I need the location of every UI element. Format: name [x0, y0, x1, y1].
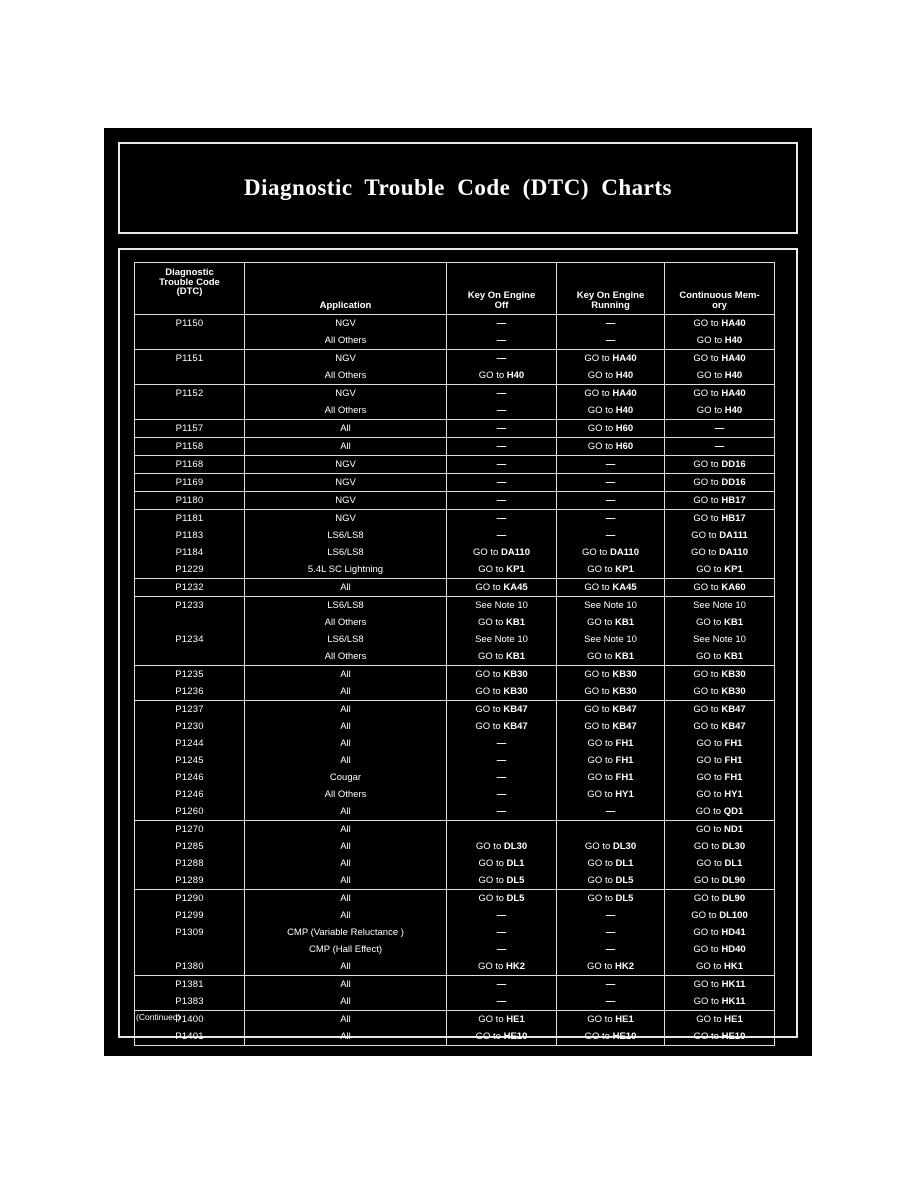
- cell-continuous-memory: GO to DL1: [665, 855, 775, 872]
- cell-key-on-engine-off: GO to KP1: [447, 561, 557, 579]
- cell-dtc: [135, 402, 245, 420]
- cell-key-on-engine-running: GO to KB30: [557, 666, 665, 684]
- cell-continuous-memory: GO to DL90: [665, 890, 775, 908]
- cell-application: 5.4L SC Lightning: [245, 561, 447, 579]
- cell-key-on-engine-off: —: [447, 769, 557, 786]
- cell-continuous-memory: GO to DA110: [665, 544, 775, 561]
- cell-key-on-engine-off: GO to KB1: [447, 614, 557, 631]
- cell-application: LS6/LS8: [245, 631, 447, 648]
- column-header-cm-line2: ory: [712, 299, 727, 311]
- cell-application: All: [245, 420, 447, 438]
- table-row: [135, 385, 775, 403]
- cell-key-on-engine-off: [447, 821, 557, 839]
- cell-dtc: P1246: [135, 786, 245, 803]
- cell-continuous-memory: GO to HE1: [665, 1011, 775, 1029]
- cell-key-on-engine-running: GO to KP1: [557, 561, 665, 579]
- cell-dtc: P1289: [135, 872, 245, 890]
- cell-continuous-memory: GO to DD16: [665, 474, 775, 492]
- table-row: [135, 402, 775, 420]
- cell-application: LS6/LS8: [245, 544, 447, 561]
- cell-dtc: P1181: [135, 510, 245, 528]
- document-page-panel: [104, 128, 812, 1056]
- table-header: [135, 263, 775, 315]
- cell-key-on-engine-off: —: [447, 527, 557, 544]
- cell-continuous-memory: GO to H40: [665, 332, 775, 350]
- cell-key-on-engine-running: GO to KB47: [557, 701, 665, 719]
- cell-key-on-engine-off: —: [447, 402, 557, 420]
- cell-key-on-engine-running: GO to HY1: [557, 786, 665, 803]
- cell-dtc: P1150: [135, 315, 245, 333]
- cell-dtc: P1234: [135, 631, 245, 648]
- cell-application: All: [245, 666, 447, 684]
- table-row: [135, 579, 775, 597]
- cell-key-on-engine-off: —: [447, 332, 557, 350]
- table-row: [135, 821, 775, 839]
- cell-dtc: P1244: [135, 735, 245, 752]
- cell-key-on-engine-off: GO to HE10: [447, 1028, 557, 1046]
- cell-application: All: [245, 821, 447, 839]
- cell-dtc: P1236: [135, 683, 245, 701]
- cell-application: All: [245, 855, 447, 872]
- cell-dtc: P1400: [135, 1011, 245, 1029]
- cell-application: All Others: [245, 786, 447, 803]
- cell-dtc: P1299: [135, 907, 245, 924]
- table-row: [135, 786, 775, 803]
- cell-continuous-memory: GO to DL90: [665, 872, 775, 890]
- cell-dtc: [135, 332, 245, 350]
- table-row: [135, 456, 775, 474]
- table-row: [135, 492, 775, 510]
- cell-application: NGV: [245, 474, 447, 492]
- cell-key-on-engine-running: GO to HK2: [557, 958, 665, 976]
- cell-application: All Others: [245, 614, 447, 631]
- column-header-dtc: [135, 263, 245, 315]
- cell-dtc: P1246: [135, 769, 245, 786]
- cell-continuous-memory: GO to H40: [665, 367, 775, 385]
- cell-key-on-engine-running: —: [557, 315, 665, 333]
- cell-key-on-engine-running: See Note 10: [557, 631, 665, 648]
- cell-key-on-engine-running: —: [557, 492, 665, 510]
- cell-key-on-engine-running: GO to DL5: [557, 890, 665, 908]
- cell-continuous-memory: GO to HK1: [665, 958, 775, 976]
- cell-dtc: P1383: [135, 993, 245, 1011]
- cell-continuous-memory: GO to DA111: [665, 527, 775, 544]
- cell-dtc: P1180: [135, 492, 245, 510]
- cell-key-on-engine-off: —: [447, 385, 557, 403]
- cell-dtc: [135, 367, 245, 385]
- cell-application: NGV: [245, 315, 447, 333]
- cell-key-on-engine-running: GO to KB30: [557, 683, 665, 701]
- cell-key-on-engine-running: —: [557, 941, 665, 958]
- cell-key-on-engine-running: GO to KB47: [557, 718, 665, 735]
- cell-key-on-engine-off: —: [447, 420, 557, 438]
- table-row: [135, 510, 775, 528]
- table-row: [135, 941, 775, 958]
- cell-application: All Others: [245, 332, 447, 350]
- cell-key-on-engine-running: GO to KB1: [557, 648, 665, 666]
- table-row: [135, 597, 775, 615]
- cell-key-on-engine-off: —: [447, 941, 557, 958]
- cell-dtc: P1288: [135, 855, 245, 872]
- cell-continuous-memory: GO to HB17: [665, 510, 775, 528]
- cell-application: All: [245, 976, 447, 994]
- table-row: [135, 838, 775, 855]
- table-row: [135, 718, 775, 735]
- cell-key-on-engine-off: GO to DL5: [447, 872, 557, 890]
- table-row: [135, 872, 775, 890]
- table-row: [135, 561, 775, 579]
- cell-continuous-memory: See Note 10: [665, 631, 775, 648]
- cell-application: NGV: [245, 510, 447, 528]
- cell-key-on-engine-off: GO to KB30: [447, 666, 557, 684]
- cell-dtc: P1152: [135, 385, 245, 403]
- column-header-key-on-engine-off: [447, 263, 557, 315]
- cell-key-on-engine-off: —: [447, 907, 557, 924]
- cell-continuous-memory: GO to DL30: [665, 838, 775, 855]
- cell-key-on-engine-off: GO to DA110: [447, 544, 557, 561]
- table-row: [135, 544, 775, 561]
- cell-dtc: [135, 941, 245, 958]
- cell-dtc: P1229: [135, 561, 245, 579]
- column-header-koeo-line1: Key On Engine: [467, 290, 536, 301]
- cell-continuous-memory: GO to ND1: [665, 821, 775, 839]
- cell-key-on-engine-off: GO to KB47: [447, 701, 557, 719]
- cell-dtc: P1235: [135, 666, 245, 684]
- table-row: [135, 332, 775, 350]
- cell-dtc: P1233: [135, 597, 245, 615]
- cell-key-on-engine-running: —: [557, 332, 665, 350]
- cell-key-on-engine-running: GO to H60: [557, 438, 665, 456]
- table-row: [135, 803, 775, 821]
- cell-key-on-engine-off: —: [447, 735, 557, 752]
- cell-key-on-engine-off: GO to DL30: [447, 838, 557, 855]
- cell-key-on-engine-running: —: [557, 474, 665, 492]
- cell-key-on-engine-off: GO to DL1: [447, 855, 557, 872]
- cell-key-on-engine-running: GO to HA40: [557, 350, 665, 368]
- title-box: [118, 142, 798, 234]
- cell-key-on-engine-off: GO to HE1: [447, 1011, 557, 1029]
- cell-key-on-engine-off: —: [447, 510, 557, 528]
- cell-continuous-memory: GO to FH1: [665, 752, 775, 769]
- cell-application: All: [245, 890, 447, 908]
- cell-key-on-engine-running: GO to H40: [557, 367, 665, 385]
- table-row: [135, 683, 775, 701]
- cell-dtc: P1245: [135, 752, 245, 769]
- cell-application: All: [245, 907, 447, 924]
- cell-continuous-memory: GO to QD1: [665, 803, 775, 821]
- table-row: [135, 527, 775, 544]
- cell-application: CMP (Hall Effect): [245, 941, 447, 958]
- cell-application: All: [245, 872, 447, 890]
- cell-dtc: P1168: [135, 456, 245, 474]
- cell-application: All Others: [245, 648, 447, 666]
- cell-application: NGV: [245, 492, 447, 510]
- cell-continuous-memory: GO to KB1: [665, 614, 775, 631]
- cell-application: All: [245, 1011, 447, 1029]
- cell-application: All: [245, 701, 447, 719]
- cell-application: All: [245, 993, 447, 1011]
- cell-key-on-engine-off: —: [447, 993, 557, 1011]
- cell-dtc: P1290: [135, 890, 245, 908]
- cell-continuous-memory: GO to DL100: [665, 907, 775, 924]
- cell-key-on-engine-running: GO to H60: [557, 420, 665, 438]
- cell-application: All: [245, 838, 447, 855]
- cell-key-on-engine-off: GO to KB30: [447, 683, 557, 701]
- cell-key-on-engine-running: GO to DL1: [557, 855, 665, 872]
- cell-key-on-engine-off: —: [447, 456, 557, 474]
- column-header-application-line1: Application: [319, 299, 372, 311]
- table-row: [135, 890, 775, 908]
- cell-key-on-engine-running: GO to FH1: [557, 735, 665, 752]
- table-row: [135, 769, 775, 786]
- cell-application: LS6/LS8: [245, 527, 447, 544]
- cell-key-on-engine-off: —: [447, 474, 557, 492]
- table-row: [135, 648, 775, 666]
- cell-continuous-memory: See Note 10: [665, 597, 775, 615]
- cell-key-on-engine-off: —: [447, 315, 557, 333]
- table-row: [135, 976, 775, 994]
- table-row: [135, 924, 775, 941]
- page-title: Diagnostic Trouble Code (DTC) Charts: [244, 175, 672, 200]
- cell-continuous-memory: GO to HA40: [665, 385, 775, 403]
- cell-continuous-memory: GO to HK11: [665, 993, 775, 1011]
- cell-dtc: P1381: [135, 976, 245, 994]
- table-row: [135, 438, 775, 456]
- table-body: [135, 315, 775, 1046]
- cell-application: NGV: [245, 350, 447, 368]
- cell-continuous-memory: —: [665, 420, 775, 438]
- cell-key-on-engine-off: —: [447, 752, 557, 769]
- cell-key-on-engine-running: GO to FH1: [557, 752, 665, 769]
- cell-application: All: [245, 735, 447, 752]
- cell-continuous-memory: GO to HA40: [665, 350, 775, 368]
- column-header-koeo-line2: Off: [494, 299, 509, 311]
- cell-continuous-memory: GO to KB47: [665, 701, 775, 719]
- cell-continuous-memory: GO to HE10: [665, 1028, 775, 1046]
- cell-dtc: P1157: [135, 420, 245, 438]
- table-frame: [118, 248, 798, 1042]
- cell-key-on-engine-off: GO to HK2: [447, 958, 557, 976]
- column-header-dtc-line1: Diagnostic: [165, 267, 214, 278]
- cell-dtc: P1230: [135, 718, 245, 735]
- cell-key-on-engine-running: GO to KB1: [557, 614, 665, 631]
- cell-continuous-memory: GO to HD40: [665, 941, 775, 958]
- cell-dtc: P1285: [135, 838, 245, 855]
- column-header-application: [245, 263, 447, 315]
- cell-key-on-engine-running: GO to DL30: [557, 838, 665, 855]
- cell-application: All: [245, 803, 447, 821]
- cell-dtc: P1183: [135, 527, 245, 544]
- cell-continuous-memory: GO to DD16: [665, 456, 775, 474]
- cell-dtc: P1237: [135, 701, 245, 719]
- cell-key-on-engine-running: [557, 821, 665, 839]
- cell-continuous-memory: —: [665, 438, 775, 456]
- table-row: [135, 350, 775, 368]
- cell-application: Cougar: [245, 769, 447, 786]
- table-row: [135, 993, 775, 1011]
- cell-dtc: P1309: [135, 924, 245, 941]
- cell-key-on-engine-off: GO to H40: [447, 367, 557, 385]
- cell-key-on-engine-running: —: [557, 527, 665, 544]
- cell-application: All Others: [245, 402, 447, 420]
- cell-dtc: P1260: [135, 803, 245, 821]
- column-header-koer-line2: Running: [591, 299, 630, 311]
- table-row: [135, 420, 775, 438]
- cell-continuous-memory: GO to HD41: [665, 924, 775, 941]
- cell-key-on-engine-off: GO to DL5: [447, 890, 557, 908]
- cell-key-on-engine-running: GO to HA40: [557, 385, 665, 403]
- cell-key-on-engine-off: —: [447, 350, 557, 368]
- cell-key-on-engine-running: See Note 10: [557, 597, 665, 615]
- cell-dtc: P1380: [135, 958, 245, 976]
- cell-continuous-memory: GO to HY1: [665, 786, 775, 803]
- table-row: [135, 958, 775, 976]
- table-row: [135, 735, 775, 752]
- cell-continuous-memory: GO to HK11: [665, 976, 775, 994]
- column-header-cm-line1: Continuous Mem-: [679, 290, 760, 301]
- cell-application: All: [245, 579, 447, 597]
- cell-application: All: [245, 718, 447, 735]
- cell-dtc: P1401: [135, 1028, 245, 1046]
- cell-continuous-memory: GO to KB47: [665, 718, 775, 735]
- column-header-dtc-line3: (DTC): [176, 286, 203, 297]
- cell-key-on-engine-off: GO to KB1: [447, 648, 557, 666]
- table-row: [135, 614, 775, 631]
- cell-continuous-memory: GO to KB30: [665, 683, 775, 701]
- cell-application: NGV: [245, 385, 447, 403]
- cell-key-on-engine-running: —: [557, 924, 665, 941]
- cell-dtc: P1151: [135, 350, 245, 368]
- table-row: [135, 907, 775, 924]
- cell-key-on-engine-off: —: [447, 924, 557, 941]
- cell-application: All Others: [245, 367, 447, 385]
- cell-key-on-engine-running: —: [557, 456, 665, 474]
- cell-key-on-engine-off: —: [447, 786, 557, 803]
- cell-key-on-engine-running: GO to HE1: [557, 1011, 665, 1029]
- cell-continuous-memory: GO to HA40: [665, 315, 775, 333]
- cell-continuous-memory: GO to H40: [665, 402, 775, 420]
- cell-dtc: [135, 614, 245, 631]
- table-row: [135, 1011, 775, 1029]
- table-row: [135, 631, 775, 648]
- cell-dtc: P1184: [135, 544, 245, 561]
- cell-continuous-memory: GO to KB30: [665, 666, 775, 684]
- table-row: [135, 367, 775, 385]
- column-header-dtc-line2: Trouble Code: [159, 276, 220, 288]
- table-row: [135, 855, 775, 872]
- cell-dtc: [135, 648, 245, 666]
- cell-application: All: [245, 438, 447, 456]
- cell-key-on-engine-running: —: [557, 993, 665, 1011]
- cell-key-on-engine-running: GO to DA110: [557, 544, 665, 561]
- cell-key-on-engine-off: —: [447, 492, 557, 510]
- cell-application: CMP (Variable Reluctance ): [245, 924, 447, 941]
- cell-key-on-engine-off: See Note 10: [447, 597, 557, 615]
- cell-continuous-memory: GO to HB17: [665, 492, 775, 510]
- table-row: [135, 666, 775, 684]
- continued-note: (Continued): [136, 1012, 181, 1022]
- cell-continuous-memory: GO to FH1: [665, 735, 775, 752]
- cell-key-on-engine-running: —: [557, 907, 665, 924]
- dtc-chart-table: [134, 262, 775, 1046]
- cell-key-on-engine-off: See Note 10: [447, 631, 557, 648]
- cell-key-on-engine-off: —: [447, 803, 557, 821]
- cell-key-on-engine-running: —: [557, 510, 665, 528]
- cell-continuous-memory: GO to KB1: [665, 648, 775, 666]
- cell-key-on-engine-running: —: [557, 976, 665, 994]
- cell-key-on-engine-running: GO to DL5: [557, 872, 665, 890]
- table-row: [135, 1028, 775, 1046]
- column-header-koer-line1: Key On Engine: [576, 290, 645, 301]
- cell-application: All: [245, 752, 447, 769]
- cell-continuous-memory: GO to KP1: [665, 561, 775, 579]
- table-wrap: [134, 262, 774, 1046]
- cell-key-on-engine-off: —: [447, 976, 557, 994]
- cell-application: LS6/LS8: [245, 597, 447, 615]
- table-row: [135, 752, 775, 769]
- cell-application: All: [245, 683, 447, 701]
- cell-key-on-engine-running: GO to FH1: [557, 769, 665, 786]
- cell-key-on-engine-running: —: [557, 803, 665, 821]
- cell-dtc: P1158: [135, 438, 245, 456]
- cell-dtc: P1169: [135, 474, 245, 492]
- cell-dtc: P1232: [135, 579, 245, 597]
- cell-dtc: P1270: [135, 821, 245, 839]
- cell-application: All: [245, 1028, 447, 1046]
- table-header-row: [135, 263, 775, 315]
- cell-continuous-memory: GO to KA60: [665, 579, 775, 597]
- table-row: [135, 315, 775, 333]
- table-row: [135, 701, 775, 719]
- table-row: [135, 474, 775, 492]
- cell-application: NGV: [245, 456, 447, 474]
- cell-key-on-engine-running: GO to KA45: [557, 579, 665, 597]
- column-header-key-on-engine-running: [557, 263, 665, 315]
- cell-key-on-engine-off: —: [447, 438, 557, 456]
- cell-key-on-engine-off: GO to KA45: [447, 579, 557, 597]
- cell-key-on-engine-running: GO to HE10: [557, 1028, 665, 1046]
- cell-key-on-engine-off: GO to KB47: [447, 718, 557, 735]
- cell-application: All: [245, 958, 447, 976]
- column-header-continuous-memory: [665, 263, 775, 315]
- cell-continuous-memory: GO to FH1: [665, 769, 775, 786]
- cell-key-on-engine-running: GO to H40: [557, 402, 665, 420]
